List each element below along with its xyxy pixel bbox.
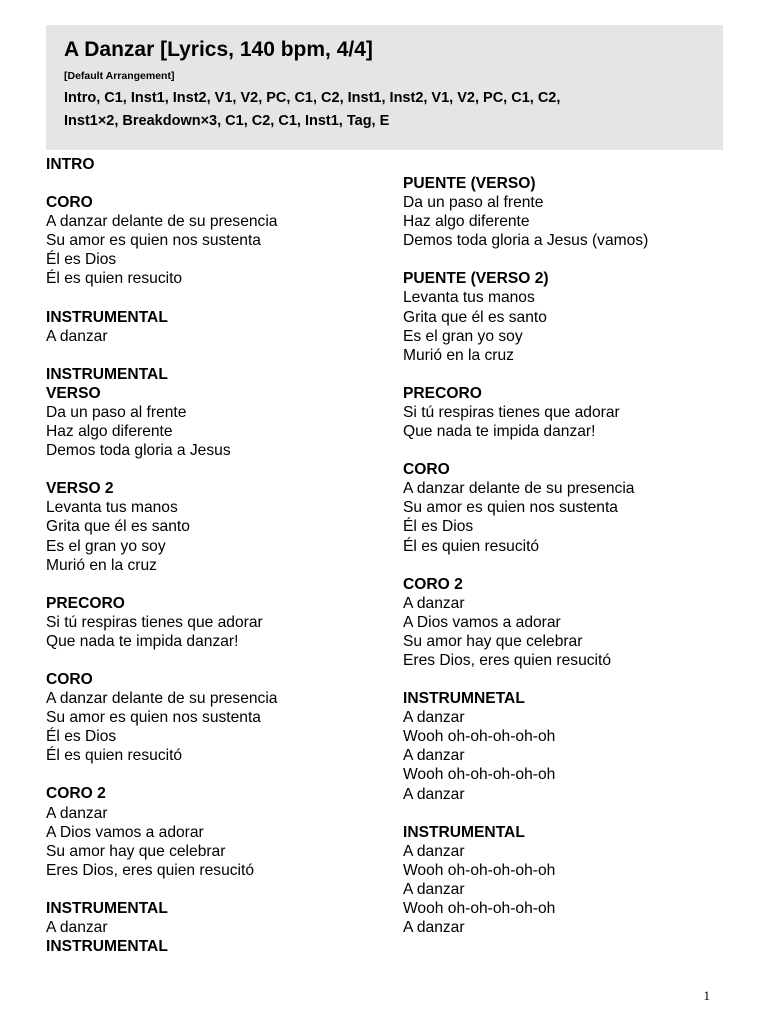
lyric-line: A danzar delante de su presencia — [46, 690, 278, 708]
lyric-line: Es el gran yo soy — [46, 537, 166, 555]
section-instrumental — [46, 308, 386, 346]
section-coro — [46, 670, 386, 765]
section-coro-2 — [403, 575, 733, 670]
lyric-line: Murió en la cruz — [403, 346, 514, 364]
lyric-line: Grita que él es santo — [46, 518, 190, 536]
lyric-line: Él es Dios — [46, 728, 117, 746]
section-title: VERSO 2 — [46, 480, 114, 498]
section-instrumental — [46, 899, 386, 937]
lyric-line: A danzar — [403, 747, 465, 765]
section-title: INSTRUMENTAL — [46, 899, 168, 917]
arrangement-label: [Default Arrangement] — [64, 70, 175, 82]
lyric-line: A danzar — [403, 880, 465, 898]
lyric-line: Da un paso al frente — [46, 403, 187, 421]
section-verso — [46, 384, 386, 460]
lyric-line: Levanta tus manos — [46, 499, 178, 517]
lyric-line: Grita que él es santo — [403, 308, 547, 326]
lyric-line: Wooh oh-oh-oh-oh-oh — [403, 900, 556, 917]
section-title: CORO 2 — [403, 575, 463, 593]
section-instrumental — [46, 937, 386, 956]
lyric-line: A danzar delante de su presencia — [403, 480, 635, 498]
section-intro — [46, 155, 386, 174]
lyric-line: Demos toda gloria a Jesus (vamos) — [403, 232, 649, 250]
lyric-line: Su amor es quien nos sustenta — [46, 232, 261, 250]
section-coro-2 — [46, 784, 386, 879]
lyric-line: Haz algo diferente — [46, 423, 173, 441]
lyric-line: A danzar — [403, 785, 465, 803]
lyric-line: Wooh oh-oh-oh-oh-oh — [403, 728, 556, 746]
lyrics-right-column — [403, 174, 733, 937]
lyric-line: Da un paso al frente — [403, 194, 544, 212]
section-instrumnetal — [403, 689, 733, 804]
lyric-line: A danzar — [46, 327, 108, 345]
lyric-line: Él es quien resucitó — [46, 747, 183, 765]
lyric-line: A danzar — [403, 842, 465, 860]
arrangement-line: Intro, C1, Inst1, Inst2, V1, V2, PC, C1, C2, Inst1, Inst2, V1, V2, PC, C1, C2, — [64, 90, 561, 106]
lyric-line: Si tú respiras tienes que adorar — [46, 613, 263, 631]
song-header — [46, 25, 723, 150]
lyric-line: Wooh oh-oh-oh-oh-oh — [403, 766, 556, 784]
section-puente-verso — [403, 174, 733, 250]
lyric-line: A danzar — [403, 594, 465, 612]
lyric-line: Su amor hay que celebrar — [403, 632, 583, 650]
lyric-line: A danzar — [46, 919, 108, 936]
section-title: PRECORO — [403, 384, 482, 402]
lyric-line: Demos toda gloria a Jesus — [46, 442, 231, 460]
lyric-line: Que nada te impida danzar! — [46, 632, 239, 650]
section-title: PUENTE (VERSO 2) — [403, 270, 549, 288]
section-title: INSTRUMENTAL — [46, 308, 168, 326]
lyric-line: Que nada te impida danzar! — [403, 423, 596, 441]
lyric-line: Su amor es quien nos sustenta — [403, 499, 618, 517]
section-title: INTRO — [46, 156, 95, 173]
section-precoro — [403, 384, 733, 441]
song-title: A Danzar [Lyrics, 140 bpm, 4/4] — [64, 38, 373, 61]
section-verso-2 — [46, 479, 386, 574]
lyric-line: A Dios vamos a adorar — [46, 823, 204, 841]
lyric-line: Wooh oh-oh-oh-oh-oh — [403, 861, 556, 879]
section-title: CORO 2 — [46, 785, 106, 803]
section-title: CORO — [46, 670, 93, 688]
lyric-line: Levanta tus manos — [403, 289, 535, 307]
section-title: CORO — [403, 461, 450, 479]
lyric-line: A danzar — [46, 804, 108, 822]
section-title: PRECORO — [46, 594, 125, 612]
lyric-line: Si tú respiras tienes que adorar — [403, 403, 620, 421]
section-title: INSTRUMENTAL — [403, 823, 525, 841]
section-instrumental — [403, 823, 733, 938]
arrangement-sequence — [64, 87, 664, 133]
arrangement-line: Inst1×2, Breakdown×3, C1, C2, C1, Inst1, Tag, E — [64, 113, 390, 129]
section-title: VERSO — [46, 384, 101, 402]
lyrics-left-column — [46, 155, 386, 956]
lyric-line: A danzar — [403, 919, 465, 937]
section-puente-verso-2 — [403, 269, 733, 364]
section-title: PUENTE (VERSO) — [403, 175, 536, 192]
section-instrumental — [46, 365, 386, 384]
lyric-line: Su amor es quien nos sustenta — [46, 709, 261, 727]
lyric-line: Su amor hay que celebrar — [46, 842, 226, 860]
lyric-line: A Dios vamos a adorar — [403, 613, 561, 631]
section-coro — [403, 460, 733, 555]
lyric-line: Él es Dios — [403, 518, 474, 536]
section-precoro — [46, 594, 386, 651]
lyric-line: Es el gran yo soy — [403, 327, 523, 345]
lyric-line: A danzar delante de su presencia — [46, 213, 278, 231]
section-title: INSTRUMENTAL — [46, 938, 168, 956]
lyric-line: Eres Dios, eres quien resucitó — [403, 651, 612, 669]
lyric-line: Él es quien resucitó — [403, 537, 540, 555]
section-title: INSTRUMENTAL — [46, 365, 168, 383]
lyric-line: A danzar — [403, 709, 465, 727]
section-title: INSTRUMNETAL — [403, 690, 525, 708]
lyric-line: Murió en la cruz — [46, 556, 157, 574]
lyric-line: Él es quien resucito — [46, 270, 183, 288]
section-coro — [46, 193, 386, 288]
lyric-line: Él es Dios — [46, 251, 117, 269]
page-number: 1 — [703, 988, 710, 1003]
lyric-line: Eres Dios, eres quien resucitó — [46, 861, 255, 879]
lyric-line: Haz algo diferente — [403, 213, 530, 231]
section-title: CORO — [46, 194, 93, 212]
